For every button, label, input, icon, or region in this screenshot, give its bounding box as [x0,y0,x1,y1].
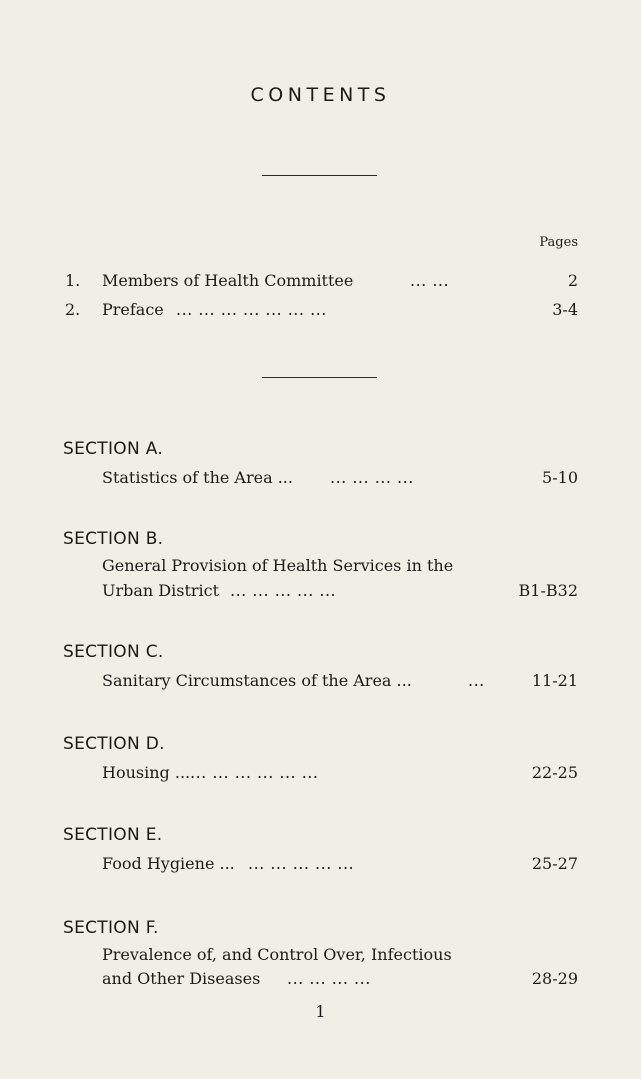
toc-page: 2 [567,271,578,290]
toc-leader-dots: ... ... [410,271,450,290]
section-heading: SECTION F. [63,918,159,938]
toc-row [0,854,641,876]
section-heading: SECTION D. [63,734,165,754]
page-title: CONTENTS [250,84,391,106]
toc-leader-dots: ... [468,671,485,690]
toc-leader-dots: ... ... ... ... [330,468,414,487]
toc-page: 11-21 [531,671,578,690]
divider-rule [262,377,377,378]
toc-page: 22-25 [531,763,578,782]
toc-label: Preface [102,300,164,319]
toc-leader-dots: ... ... ... ... [287,969,371,988]
divider-rule [262,175,377,176]
toc-row [0,271,641,293]
toc-label: Sanitary Circumstances of the Area ... [102,671,412,690]
section-heading: SECTION E. [63,825,163,845]
toc-leader-dots: ... ... ... ... ... [248,854,355,873]
toc-label: Members of Health Committee [102,271,354,290]
toc-label-continuation: General Provision of Health Services in the [102,556,454,575]
toc-label: Food Hygiene ... [102,854,235,873]
toc-page: 5-10 [542,468,578,487]
toc-leader-dots: ... ... ... ... ... [230,581,337,600]
section-heading: SECTION A. [63,439,164,459]
toc-label: and Other Diseases [102,969,261,988]
toc-leader-dots: ... ... ... ... ... ... ... [176,300,327,319]
toc-label-continuation: Prevalence of, and Control Over, Infectious [102,945,452,964]
toc-row [0,763,641,785]
toc-number: 1. [65,271,81,290]
toc-label: Urban District [102,581,220,600]
toc-row [0,969,641,991]
toc-page: 25-27 [531,854,578,873]
pages-column-label: Pages [539,235,578,250]
toc-row [0,581,641,603]
toc-row [0,300,641,322]
section-heading: SECTION B. [63,529,164,549]
toc-page: B1-B32 [518,581,578,600]
toc-page: 28-29 [531,969,578,988]
toc-row [0,671,641,693]
toc-label: Statistics of the Area ... [102,468,293,487]
toc-label: Housing ... [102,763,191,782]
toc-number: 2. [65,300,81,319]
toc-row [0,468,641,490]
page-number: 1 [315,1002,326,1021]
toc-page: 3-4 [552,300,578,319]
toc-leader-dots: ... ... ... ... ... ... [190,763,319,782]
section-heading: SECTION C. [63,642,164,662]
